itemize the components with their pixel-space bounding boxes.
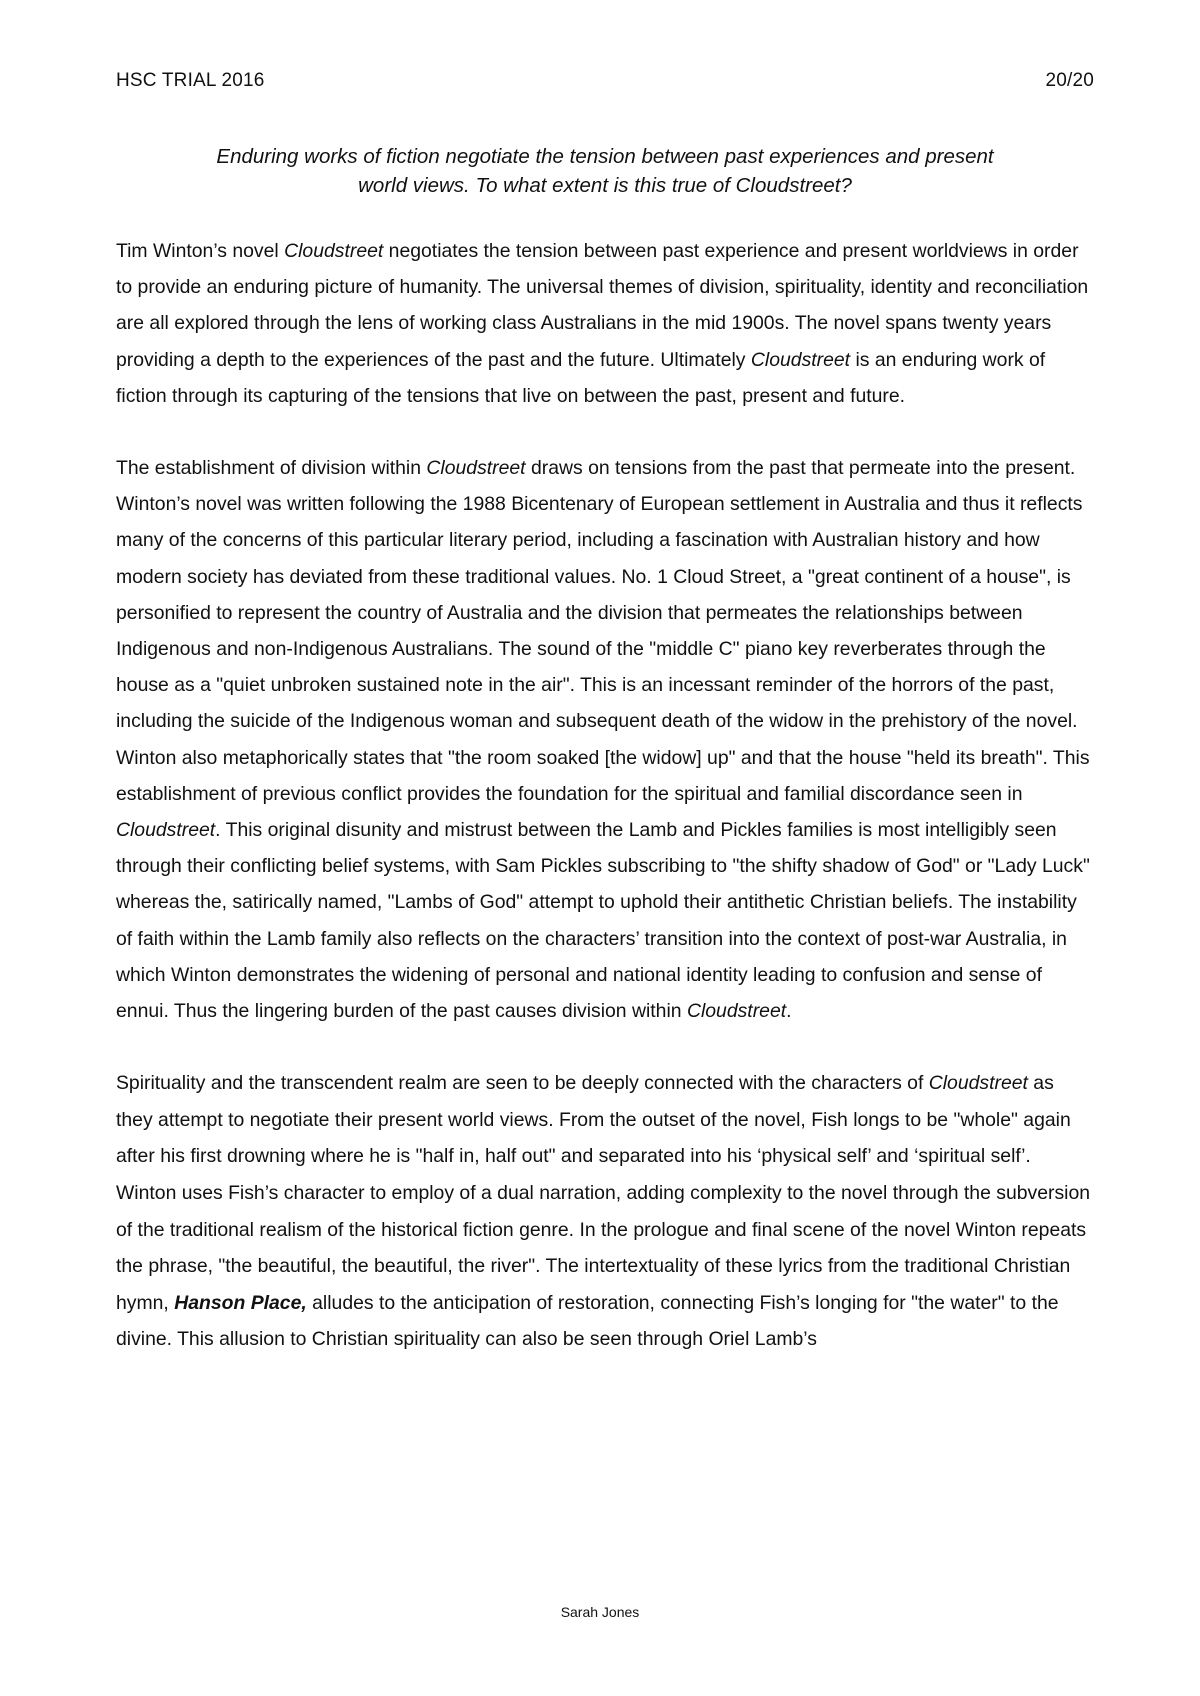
italic-title: Cloudstreet xyxy=(928,1072,1028,1095)
italic-title: Cloudstreet xyxy=(116,819,216,842)
italic-title: Cloudstreet xyxy=(284,240,384,262)
score: 20/20 xyxy=(1045,70,1094,91)
text-segment: draws on tensions from the past that permeate into the present. Winton’s novel was written following the 1988 Bicentenary of European settlement in Australia and thus it reflects many of the concerns of this particular literary period, including a fascination with Australian history and how modern society has deviated from these traditional values. No. 1 Cloud Street, a "great continent of a house", is personified to represent the country of Australia and the division that permeates the relationships between Indigenous and non-Indigenous Australians. The sound of the "middle C" piano key reverberates through the house as a "quiet unbroken sustained note in the air". This is an incessant reminder of the horrors of the past, including the suicide of the Indigenous woman and subsequent death of the widow in the prehistory of the novel. Winton also metaphorically states that "the room soaked [the widow] up" and that the house "held its breath". This establishment of previous conflict provides the foundation for the spiritual and familial discordance seen in xyxy=(116,457,1090,805)
italic-title: Hanson Place, xyxy=(174,1291,307,1314)
essay-question-line-1: Enduring works of fiction negotiate the tension between past experiences and present xyxy=(216,145,994,168)
essay-question-line-2: world views. To what extent is this true of Cloudstreet? xyxy=(358,174,852,197)
text-segment: . This original disunity and mistrust between the Lamb and Pickles families is most intelligibly seen through their conflicting belief systems, with Sam Pickles subscribing to "the shifty shadow of God" or "Lady Luck" whereas the, satirically named, "Lambs of God" attempt to uphold their antithetic Christian beliefs. The instability of faith within the Lamb family also reflects on the characters’ transition into the context of post-war Australia, in which Winton demonstrates the widening of personal and national identity leading to confusion and sense of ennui. Thus the lingering burden of the past causes division within xyxy=(116,819,1090,1023)
page-header xyxy=(116,70,1094,100)
author-name: Sarah Jones xyxy=(560,1604,640,1620)
exam-title: HSC TRIAL 2016 xyxy=(116,70,265,91)
text-segment: . xyxy=(786,1000,792,1023)
text-segment: alludes to the anticipation of restoration, connecting Fish’s longing for "the water" to the divine. This allusion to Christian spirituality can also be seen through Oriel Lamb’s xyxy=(116,1291,1059,1351)
text-segment: as they attempt to negotiate their present world views. From the outset of the novel, Fish longs to be "whole" again after his first drowning where he is "half in, half out" and separated into his ‘physical self’ and ‘spiritual self’. Winton uses Fish’s character to employ of a dual narration, adding complexity to the novel through the subversion of the traditional realism of the historical fiction genre. In the prologue and final scene of the novel Winton repeats the phrase, "the beautiful, the beautiful, the river". The intertextuality of these lyrics from the traditional Christian hymn, xyxy=(116,1072,1091,1314)
italic-title: Cloudstreet xyxy=(750,348,851,371)
italic-title: Cloudstreet xyxy=(426,457,526,480)
paragraph-division xyxy=(116,450,1094,1029)
essay-body xyxy=(116,233,1094,1358)
text-segment: is an enduring work of fiction through its capturing of the tensions that live on between the past, present and future. xyxy=(116,348,1046,407)
italic-title: Cloudstreet xyxy=(686,1000,787,1023)
essay-question xyxy=(116,142,1094,200)
page-footer xyxy=(0,1604,1200,1620)
text-segment: negotiates the tension between past experience and present worldviews in order to provide an enduring picture of humanity. The universal themes of division, spirituality, identity and reconciliation are all explored through the lens of working class Australians in the mid 1900s. The novel spans twenty years providing a depth to the experiences of the past and the future. Ultimately xyxy=(116,240,1089,371)
text-segment: The establishment of division within xyxy=(116,457,427,480)
text-segment: Spirituality and the transcendent realm are seen to be deeply connected with the characters of xyxy=(116,1072,929,1095)
paragraph-introduction xyxy=(116,233,1094,414)
paragraph-spirituality xyxy=(116,1065,1094,1358)
text-segment: Tim Winton’s novel xyxy=(116,240,285,262)
